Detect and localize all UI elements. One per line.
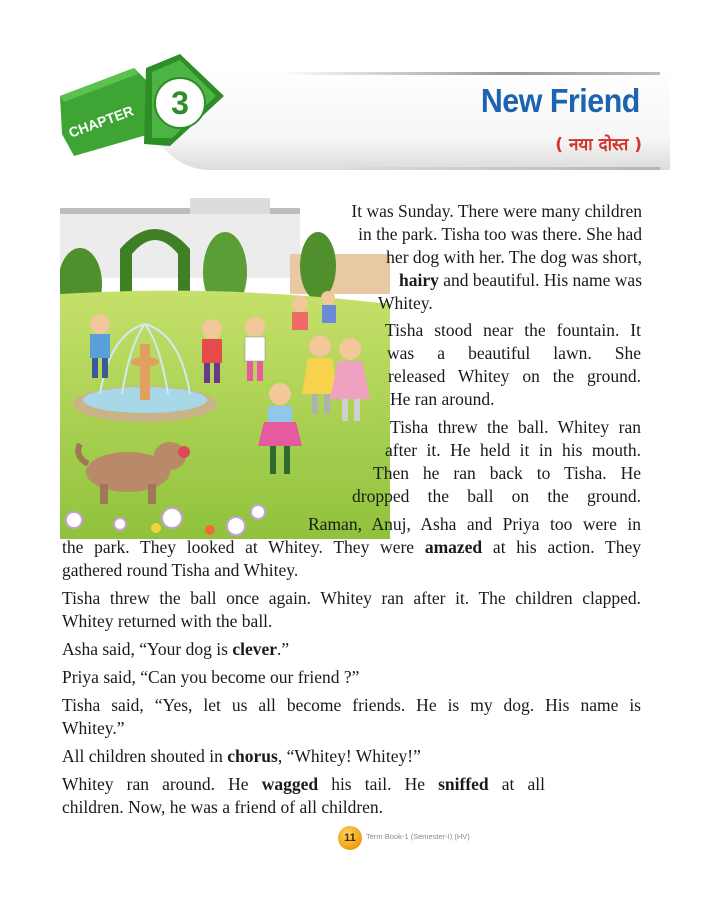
chapter-number: 3: [171, 85, 189, 121]
story-line: dropped the ball on the ground.: [352, 486, 641, 506]
story-line: her dog with her. The dog was short,: [386, 247, 642, 267]
story-line: Tisha said, “Yes, let us all become friends. He is my dog. His name is: [62, 695, 641, 715]
header-rule-bottom: [330, 167, 660, 170]
story-line: Whitey returned with the ball.: [62, 611, 273, 631]
story-line: It was Sunday. There were many children: [351, 201, 642, 221]
vocab-word-hairy: hairy: [398, 270, 439, 290]
vocab-word-clever: clever: [232, 639, 277, 659]
story-line: Raman, Anuj, Asha and Priya too were in: [308, 514, 641, 534]
header-rule: [280, 72, 660, 75]
page-number-badge: 11: [338, 826, 362, 850]
story-line: the park. They looked at Whitey. They were amazed at his action. They: [62, 537, 641, 557]
vocab-word-amazed: amazed: [424, 537, 483, 557]
story-line: released Whitey on the ground.: [388, 366, 641, 386]
story-line: children. Now, he was a friend of all children.: [62, 797, 384, 817]
story-line: Tisha threw the ball once again. Whitey ran after it. The children clapped.: [62, 588, 641, 608]
page-subtitle: ( नया दोस्त ): [555, 135, 642, 155]
chapter-label: CHAPTER: [66, 102, 136, 141]
story-line: Whitey.”: [62, 718, 125, 738]
vocab-word-wagged: wagged: [261, 774, 319, 794]
story-line: hairy and beautiful. His name was: [398, 270, 642, 290]
story-line: Tisha threw the ball. Whitey ran: [390, 417, 641, 437]
story-line: gathered round Tisha and Whitey.: [62, 560, 299, 580]
story-line: Priya said, “Can you become our friend ?”: [62, 667, 360, 687]
vocab-word-chorus: chorus: [227, 746, 278, 766]
story-line: Then he ran back to Tisha. He: [373, 463, 641, 483]
story-line: Tisha stood near the fountain. It: [385, 320, 641, 340]
page-title: New Friend: [480, 82, 640, 119]
vocab-word-sniffed: sniffed: [438, 774, 489, 794]
story-line: All children shouted in chorus, “Whitey! Whitey!”: [62, 746, 421, 766]
footer-book-text: Term Book-1 (Semester-I) (HV): [366, 832, 470, 841]
chapter-badge: [52, 48, 227, 168]
story-line: He ran around.: [390, 389, 495, 409]
story-line: Asha said, “Your dog is clever.”: [62, 639, 290, 659]
story-line: in the park. Tisha too was there. She had: [358, 224, 642, 244]
story-line: Whitey.: [378, 293, 433, 313]
story-line: after it. He held it in his mouth.: [385, 440, 641, 460]
story-line: Whitey ran around. He wagged his tail. He sniffed at all: [62, 774, 546, 794]
story-line: was a beautiful lawn. She: [387, 343, 641, 363]
